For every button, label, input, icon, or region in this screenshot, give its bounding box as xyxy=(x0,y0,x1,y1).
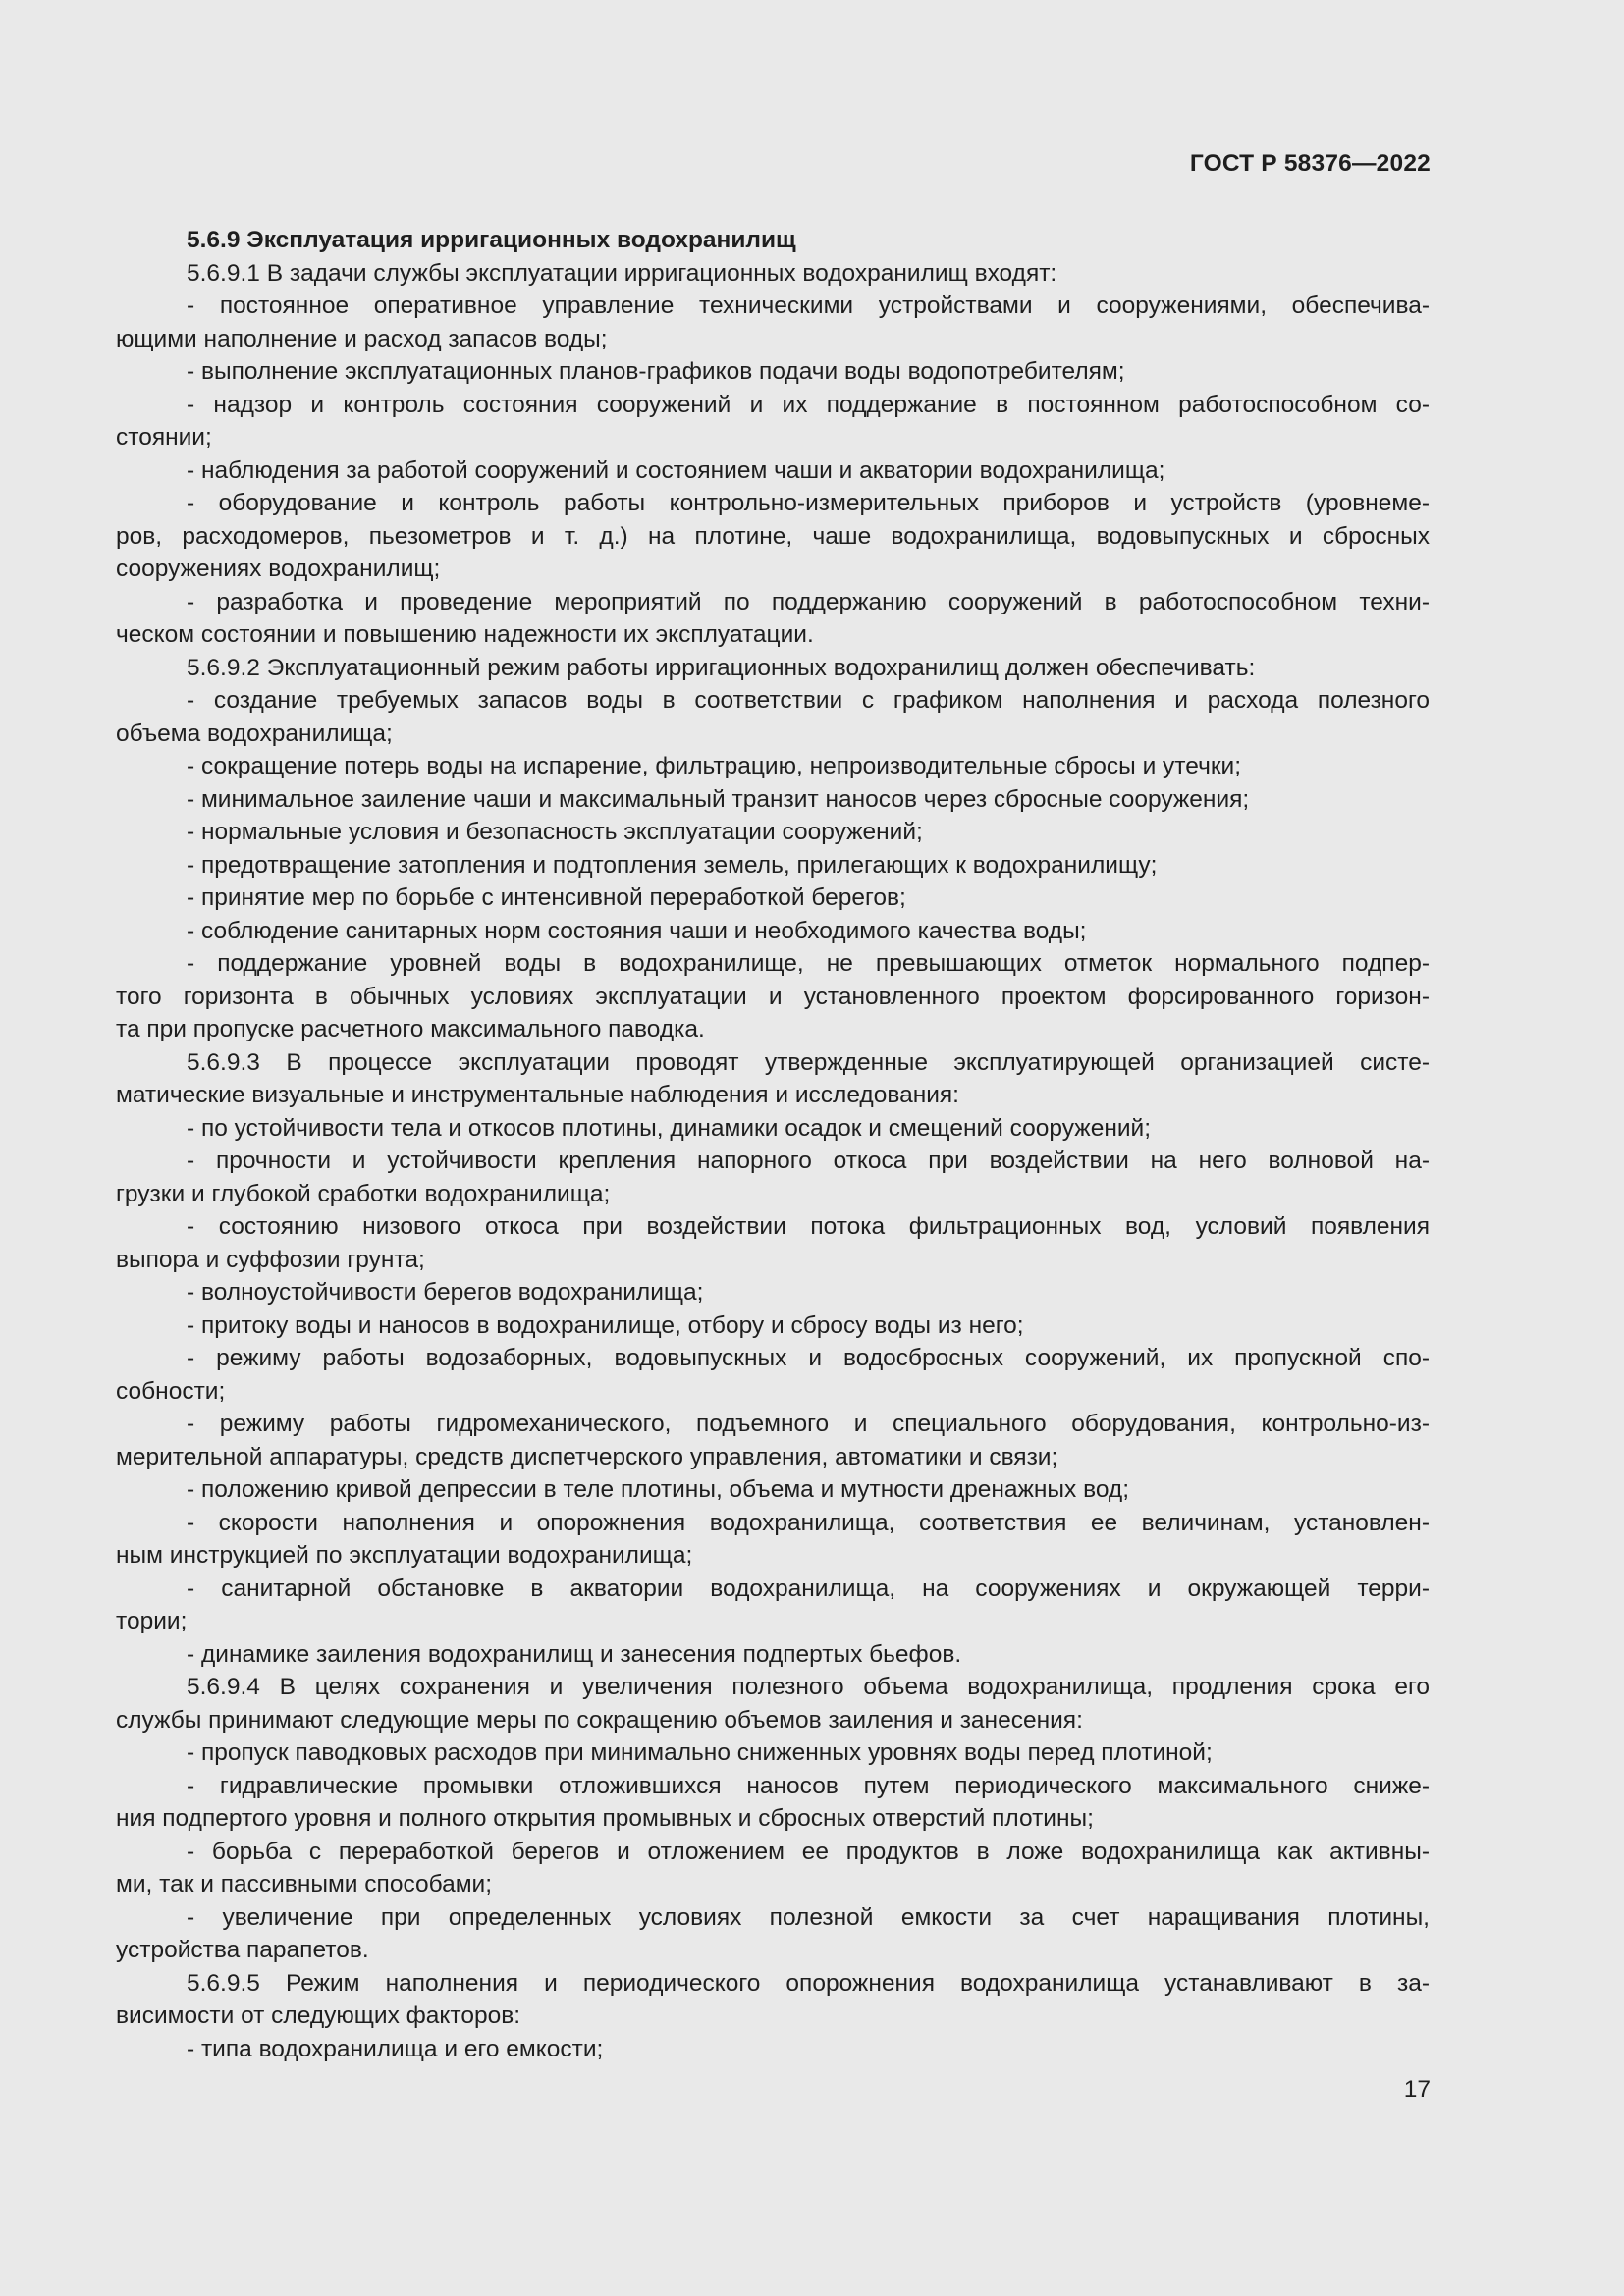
text-line: - минимальное заиление чаши и максимальный транзит наносов через сбросные сооружения; xyxy=(187,785,1250,813)
text-line: - режиму работы водозаборных, водовыпускных и водосбросных сооружений, их пропускной спо- xyxy=(187,1345,1430,1371)
text-line: мерительной аппаратуры, средств диспетчерского управления, автоматики и связи; xyxy=(116,1443,1058,1470)
text-line: того горизонта в обычных условиях эксплуатации и установленного проектом форсированного горизон- xyxy=(116,983,1430,1010)
text-line: ющими наполнение и расход запасов воды; xyxy=(116,325,608,352)
text-line: - нормальные условия и безопасность эксплуатации сооружений; xyxy=(187,819,923,845)
text-line: - разработка и проведение мероприятий по поддержанию сооружений в работоспособном техни- xyxy=(187,588,1430,615)
text-line: стоянии; xyxy=(116,424,212,451)
text-line: выпора и суффозии грунта; xyxy=(116,1246,425,1273)
text-line: та при пропуске расчетного максимального паводка. xyxy=(116,1016,705,1042)
text-line: - санитарной обстановке в акватории водохранилища, на сооружениях и окружающей терри- xyxy=(187,1575,1430,1602)
text-line: матические визуальные и инструментальные наблюдения и исследования: xyxy=(116,1082,959,1108)
document-body xyxy=(116,224,1430,2065)
text-line: - предотвращение затопления и подтопления земель, прилегающих к водохранилищу; xyxy=(187,851,1158,879)
text-line: сооружениях водохранилищ; xyxy=(116,556,441,582)
text-line: - постоянное оперативное управление техническими устройствами и сооружениями, обеспечива- xyxy=(187,293,1430,319)
text-line: - создание требуемых запасов воды в соответствии с графиком наполнения и расхода полезного xyxy=(187,687,1430,714)
text-line: - типа водохранилища и его емкости; xyxy=(187,2035,604,2062)
text-line: - сокращение потерь воды на испарение, фильтрацию, непроизводительные сбросы и утечки; xyxy=(187,753,1242,779)
text-line: - увеличение при определенных условиях полезной емкости за счет наращивания плотины, xyxy=(187,1903,1430,1931)
page-number: 17 xyxy=(1403,2076,1431,2103)
text-line: ческом состоянии и повышению надежности их эксплуатации. xyxy=(116,621,814,648)
section-heading: 5.6.9 Эксплуатация ирригационных водохранилищ xyxy=(187,227,796,253)
text-line: - оборудование и контроль работы контрольно-измерительных приборов и устройств (уровнеме- xyxy=(187,490,1430,516)
text-line: ным инструкцией по эксплуатации водохранилища; xyxy=(116,1542,693,1569)
text-line: - скорости наполнения и опорожнения водохранилища, соответствия ее величинам, установлен- xyxy=(187,1509,1430,1536)
text-line: - пропуск паводковых расходов при минимально сниженных уровнях воды перед плотиной; xyxy=(187,1739,1213,1766)
text-line: - наблюдения за работой сооружений и состоянием чаши и акватории водохранилища; xyxy=(187,456,1165,484)
text-line: - соблюдение санитарных норм состояния чаши и необходимого качества воды; xyxy=(187,917,1087,944)
text-line: 5.6.9.4 В целях сохранения и увеличения полезного объема водохранилища, продления срока его xyxy=(187,1674,1430,1700)
text-line: - по устойчивости тела и откосов плотины, динамики осадок и смещений сооружений; xyxy=(187,1114,1152,1142)
text-line: 5.6.9.1 В задачи службы эксплуатации ирригационных водохранилищ входят: xyxy=(187,259,1057,287)
document-code-header: ГОСТ Р 58376—2022 xyxy=(1189,150,1431,177)
text-line: тории; xyxy=(116,1608,188,1634)
text-line: - динамике заиления водохранилищ и занесения подпертых бьефов. xyxy=(187,1640,962,1668)
text-line: - выполнение эксплуатационных планов-графиков подачи воды водопотребителям; xyxy=(187,358,1125,385)
text-line: устройства парапетов. xyxy=(116,1937,369,1963)
text-line: - положению кривой депрессии в теле плотины, объема и мутности дренажных вод; xyxy=(187,1476,1130,1503)
text-line: ми, так и пассивными способами; xyxy=(116,1871,493,1897)
text-line: ния подпертого уровня и полного открытия промывных и сбросных отверстий плотины; xyxy=(116,1805,1094,1832)
text-line: собности; xyxy=(116,1377,226,1405)
text-line: - борьба с переработкой берегов и отложением ее продуктов в ложе водохранилища как активны- xyxy=(187,1838,1430,1865)
text-line: объема водохранилища; xyxy=(116,720,393,747)
text-line: грузки и глубокой сработки водохранилища; xyxy=(116,1180,611,1207)
text-line: 5.6.9.2 Эксплуатационный режим работы ирригационных водохранилищ должен обеспечивать: xyxy=(187,654,1256,681)
text-line: - состоянию низового откоса при воздействии потока фильтрационных вод, условий появления xyxy=(187,1213,1430,1240)
text-line: - гидравлические промывки отложившихся наносов путем периодического максимального сниже- xyxy=(187,1772,1430,1799)
text-line: - притоку воды и наносов в водохранилище, отбору и сбросу воды из него; xyxy=(187,1311,1024,1339)
text-line: висимости от следующих факторов: xyxy=(116,2002,521,2029)
text-line: 5.6.9.5 Режим наполнения и периодического опорожнения водохранилища устанавливают в за- xyxy=(187,1969,1430,1997)
text-line: ров, расходомеров, пьезометров и т. д.) на плотине, чаше водохранилища, водовыпускных и сбросных xyxy=(116,522,1430,550)
text-line: службы принимают следующие меры по сокращению объемов заиления и занесения: xyxy=(116,1706,1083,1734)
text-line: - надзор и контроль состояния сооружений и их поддержание в постоянном работоспособном со- xyxy=(187,391,1430,418)
text-line: - волноустойчивости берегов водохранилища; xyxy=(187,1279,704,1306)
text-line: - режиму работы гидромеханического, подъемного и специального оборудования, контрольно-из- xyxy=(187,1411,1430,1437)
text-line: - прочности и устойчивости крепления напорного откоса при воздействии на него волновой на- xyxy=(187,1148,1430,1174)
text-line: - поддержание уровней воды в водохранилище, не превышающих отметок нормального подпер- xyxy=(187,950,1430,977)
text-line: - принятие мер по борьбе с интенсивной переработкой берегов; xyxy=(187,884,906,911)
text-line: 5.6.9.3 В процессе эксплуатации проводят утвержденные эксплуатирующей организацией систе- xyxy=(187,1048,1430,1076)
